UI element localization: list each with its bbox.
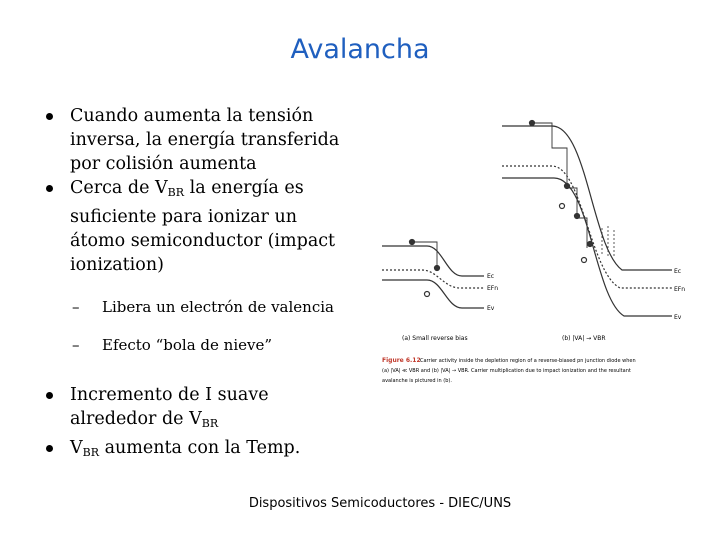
carrier-path-b (532, 123, 587, 248)
bullet-dot-icon (46, 113, 53, 120)
electron-icon (588, 242, 593, 247)
bullet-dot-icon (46, 185, 53, 192)
bullet-text-pre: Incremento de I suave alrededor de V (70, 385, 269, 429)
hole-icon (425, 292, 430, 297)
bullet-dot-icon (46, 445, 53, 452)
bullet-item (44, 436, 354, 465)
electron-icon (565, 184, 570, 189)
electron-icon (410, 240, 415, 245)
caption-line-2: (a) |VA| ≪ VBR and (b) |VA| → VBR. Carrier multiplication due to impact ionization and the resultant (382, 368, 631, 374)
bullet-dot-icon (46, 392, 53, 399)
ev-label-a: Ev (487, 305, 495, 312)
subbullet-text: Efecto “bola de nieve” (102, 336, 273, 354)
slide-footer: Dispositivos Semicoductores - DIEC/UNS (248, 496, 512, 511)
subbullet-text: Libera un electrón de valencia (102, 298, 334, 316)
bullet-subscript: BR (82, 446, 100, 459)
bullet-text-post: aumenta con la Temp. (99, 438, 301, 458)
band-diagram-a (382, 240, 484, 309)
hole-icon (582, 258, 587, 263)
slide-title: Avalancha (290, 34, 430, 65)
band-diagram-b (502, 121, 672, 317)
caption-b: (b) |VA| → VBR (562, 335, 606, 342)
bullet-list (44, 104, 354, 465)
hole-icon (560, 204, 565, 209)
bullet-text-pre: V (70, 438, 83, 458)
subbullet-item (44, 296, 354, 319)
caption-line-1: Carrier activity inside the depletion region of a reverse-biased pn junction diode when (420, 358, 636, 364)
ec-label-a: Ec (487, 273, 495, 280)
figure-number: Figure 6.12 (382, 357, 421, 364)
caption-line-3: avalanche is pictured in (b). (382, 378, 452, 384)
ev-label-b: Ev (674, 314, 682, 321)
bullet-item (44, 176, 354, 277)
subbullet-item (44, 334, 354, 357)
ec-band-b (502, 126, 672, 270)
bullet-item (44, 104, 354, 176)
electron-icon (530, 121, 535, 126)
bullet-text-pre: Cerca de V (70, 178, 168, 198)
dash-icon: – (72, 336, 80, 354)
bullet-text-post: la energía es suficiente para ionizar un átomo semiconductor (impact ionization) (70, 178, 336, 275)
band-diagram-figure (372, 108, 702, 408)
electron-icon (435, 266, 440, 271)
efn-label-a: EFn (487, 285, 499, 292)
dash-icon: – (72, 298, 80, 316)
electron-icon (575, 214, 580, 219)
bullet-text: Cuando aumenta la tensión inversa, la energía transferida por colisión aumenta (70, 106, 340, 174)
ev-band-a (382, 280, 484, 308)
caption-a: (a) Small reverse bias (402, 335, 468, 342)
bullet-subscript: BR (201, 417, 219, 430)
efn-label-b: EFn (674, 286, 686, 293)
bullet-subscript: BR (167, 186, 185, 199)
efn-band-a (382, 270, 484, 288)
bullet-item (44, 383, 354, 436)
ec-label-b: Ec (674, 268, 682, 275)
ec-band-a (382, 246, 484, 276)
